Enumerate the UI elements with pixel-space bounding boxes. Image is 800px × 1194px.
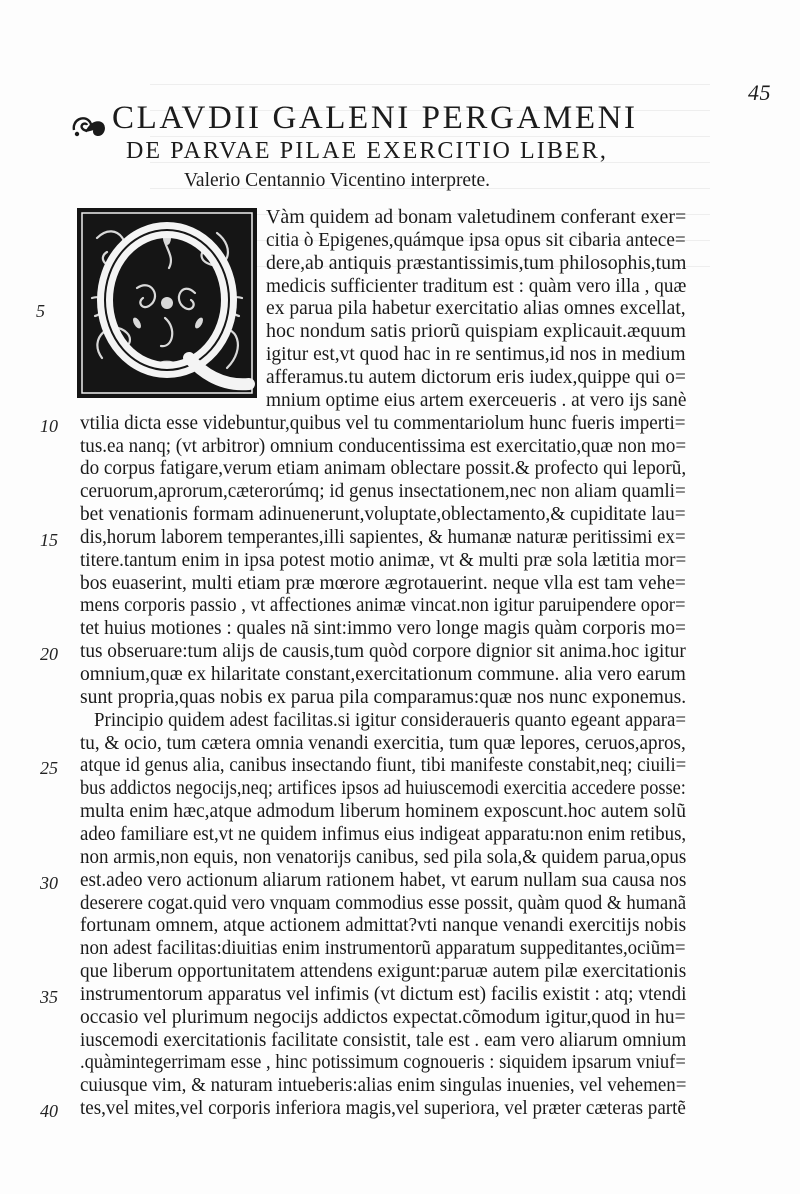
text-line: titere.tantum enim in ipsa potest motio animæ, vt & multi præ sola lætitia mor= [80,548,687,571]
text-line: Principio quidem adest facilitas.si igitur consideraueris quanto egeant appara= [94,708,687,731]
text-line: fortunam omnem, atque actionem admittat?vti nanque venandi exercitijs nobis [80,914,687,937]
text-line: iuscemodi exercitationis facilitate consistit, tale est . eam vero aliarum omnium [80,1028,687,1051]
text-line: tes,vel mites,vel corporis inferiora magis,vel superiora, vel præter cæteras partẽ [80,1097,686,1120]
line-number: 5 [36,301,45,322]
line-number: 15 [40,529,58,550]
text-line: Vàm quidem ad bonam valetudinem conferant exer= [266,206,687,228]
text-line: tus.ea nanq; (vt arbitror) omnium conducentissima est exercitatio,quæ non mo= [80,434,687,457]
page-number: 45 [748,80,771,105]
line-number: 25 [40,758,58,779]
text-line: afferamus.tu autem dictorum eris iudex,quippe qui o= [266,365,686,388]
text-line: vtilia dicta esse videbuntur,quibus vel tu commentariolum hunc fueris imperti= [80,411,686,434]
line-number: 20 [40,644,58,665]
text-line: ceruorum,aprorum,cæterorúmq; id genus insectationem,nec non aliam quamli= [80,480,686,503]
text-line: tet huius motiones : quales nã sint:immo vero longe magis quàm corporis mo= [80,617,686,640]
title-translator: Valerio Centannio Vicentino interprete. [184,170,491,191]
text-line: occasio vel plurimum negocijs addictos expectat.cõmodum igitur,quod in hu= [80,1005,686,1028]
text-line: non adest facilitas:diuitias enim instrumentorũ apparatum suppeditantes,ociũm= [80,937,686,960]
text-line: multa enim hæc,atque admodum liberum hominem exposcunt.hoc autem solũ [80,800,686,823]
text-line: est.adeo vero actionum aliarum rationem habet, vt earum nullam sua causa nos [80,868,687,891]
text-line: instrumentorum apparatus vel infimis (vt dictum est) facilis existit : atq; vtendi [80,982,687,1005]
text-line: igitur est,vt quod hac in re sentimus,id nos in medium [266,343,686,366]
text-line: tu, & ocio, tum cætera omnia venandi exercitia, tum quæ lepores, ceruos,apros, [80,731,686,754]
text-line: cuiusque vim, & naturam intueberis:alias enim singulas inuenies, vel vehemen= [80,1074,687,1097]
text-line: hoc nondum satis priorũ quispiam explicauit.æquum [266,320,686,343]
text-line: .quàmintegerrimam esse , hinc potissimum cognoueris : siquidem ipsarum vniuf= [80,1051,686,1074]
text-line: bos euaserint, multi etiam præ mœrore ægrotauerint. neque vlla est tam vehe= [80,571,686,594]
line-number: 10 [40,415,58,436]
text-line: bet venationis formam adinuenerunt,voluptate,oblectamento,& cupiditate lau= [80,503,686,526]
text-line: omnium,quæ ex hilaritate constant,exercitationum commune. alia vero earum [80,663,686,685]
text-line: deserere cogat.quid vero vnquam commodius esse possit, quàm quod & humanã [80,891,687,914]
line-number: 35 [40,986,58,1007]
text-line: non armis,non equis, non venatorijs canibus, sed pila sola,& quidem parua,opus [80,845,687,868]
text-line: dere,ab antiquis præstantissimis,tum philosophis,tum [266,251,687,274]
text-line: ex parua pila habetur exercitatio alias omnes excellat, [266,297,686,320]
text-line: atque id genus alia, canibus insectando fiunt, tibi manifeste constabit,neq; ciuili= [80,754,687,777]
title-work: DE PARVAE PILAE EXERCITIO LIBER, [126,138,608,164]
text-line: adeo familiare est,vt ne quidem infimus eius indigeat apparatu:non enim retibus, [80,822,687,845]
text-line: mens corporis passio , vt affectiones animæ vincat.non igitur paruipendere opor= [80,594,686,617]
text-line: do corpus fatigare,verum etiam animam oblectare possit.& profecto qui leporũ, [80,457,687,480]
text-line: que liberum opportunitatem attendens exigunt:paruæ autem pilæ exercitationis [80,960,687,983]
text-line: tus obseruare:tum alijs de causis,tum quòd corpore dignior sit anima.hoc igitur [80,640,686,663]
text-line: medicis sufficienter traditum est : quàm vero illa , quæ [266,274,687,297]
title-author: CLAVDII GALENI PERGAMENI [112,100,638,136]
text-line: dis,horum laborem temperantes,illi sapientes, & humanæ naturæ peritissimi ex= [80,525,686,548]
text-line: mnium optime eius artem exerceueris . at vero ijs sanè [266,388,687,411]
text-line: sunt propria,quas nobis ex parua pila comparamus:quæ nos nunc exponemus. [80,685,687,708]
line-number: 30 [40,872,58,893]
text-line: bus addictos negocijs,neq; artifices ipsos ad huiuscemodi exercitia accedere posse: [80,777,686,800]
line-number: 40 [40,1101,58,1122]
text-line: citia ò Epigenes,quámque ipsa opus sit cibaria antece= [266,228,686,251]
